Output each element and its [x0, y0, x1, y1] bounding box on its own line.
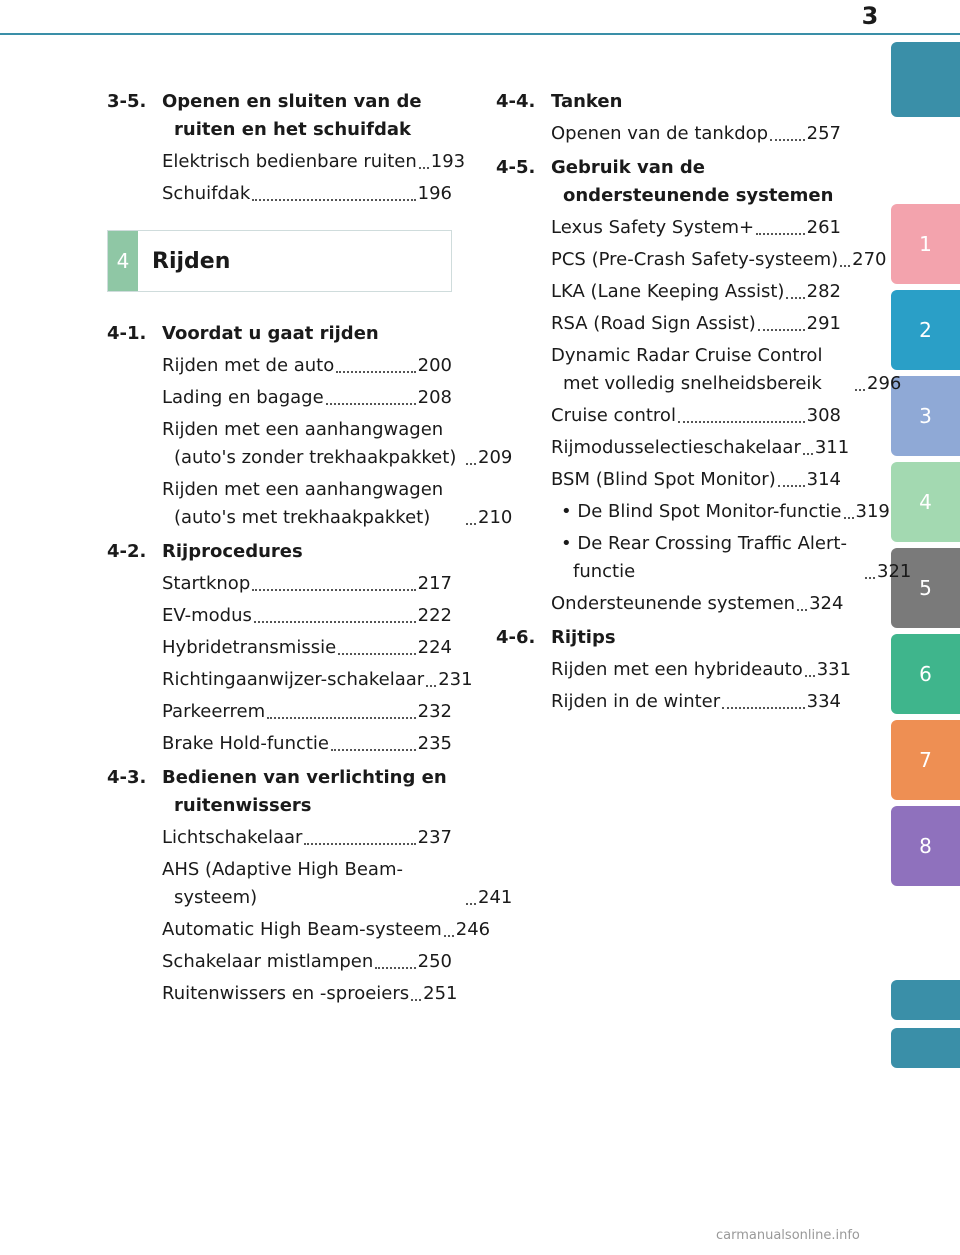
section-title: Bedienen van verlichting en ruitenwissers: [162, 767, 447, 816]
entry-page: 196: [417, 183, 452, 204]
section-title: Rijtips: [551, 627, 616, 648]
section-number: 4-3.: [107, 767, 147, 788]
toc-subentry[interactable]: [561, 498, 890, 526]
entry-page: 324: [809, 593, 844, 614]
page-number: 3: [861, 2, 879, 30]
entry-page: 296: [867, 373, 902, 394]
toc-entry[interactable]: [551, 656, 852, 684]
entry-page: 200: [417, 355, 452, 376]
entry-page: 282: [806, 281, 841, 302]
entry-page: 261: [806, 217, 841, 238]
toc-entry[interactable]: [162, 476, 513, 532]
toc-entry[interactable]: [551, 120, 841, 148]
entry-page: 217: [417, 573, 452, 594]
entry-page: 222: [417, 605, 452, 626]
toc-entry[interactable]: [162, 602, 452, 630]
section-title: Tanken: [551, 91, 623, 112]
section-number: 4-4.: [496, 91, 536, 112]
section-tab-1[interactable]: 1: [891, 204, 960, 284]
entry-title: Rijden met de auto: [162, 355, 335, 376]
entry-title: Openen van de tankdop: [551, 123, 769, 144]
section-tab-index-a[interactable]: [891, 980, 960, 1020]
entry-title: Dynamic Radar Cruise Control met volledig snelheidsbereik: [551, 345, 823, 394]
chapter-title: Rijden: [152, 248, 231, 274]
entry-page: 246: [455, 919, 491, 940]
section-3-5: [107, 88, 466, 208]
toc-entry[interactable]: [551, 434, 850, 462]
entry-title: Rijden met een aanhangwagen (auto's met trekhaakpakket): [162, 479, 444, 528]
toc-entry[interactable]: [551, 246, 887, 274]
toc-entry[interactable]: [551, 310, 841, 338]
toc-entry[interactable]: [551, 278, 841, 306]
section-title: Openen en sluiten van de ruiten en het schuifdak: [162, 91, 422, 140]
section-4-2: [107, 538, 473, 758]
section-title: Rijprocedures: [162, 541, 303, 562]
entry-title: LKA (Lane Keeping Assist): [551, 281, 785, 302]
entry-title: Rijmodusselectieschakelaar: [551, 437, 801, 458]
toc-entry[interactable]: [162, 948, 452, 976]
entry-page: 314: [806, 469, 841, 490]
toc-entry[interactable]: [551, 402, 841, 430]
section-4-3: [107, 764, 513, 1008]
entry-title: Hybridetransmissie: [162, 637, 337, 658]
section-4-1: [107, 320, 513, 532]
toc-entry[interactable]: [162, 980, 458, 1008]
toc-entry[interactable]: [551, 466, 841, 494]
chapter-number: 4: [108, 231, 138, 291]
entry-page: 270: [852, 249, 887, 270]
toc-entry[interactable]: [551, 688, 841, 716]
right-column: [496, 88, 912, 722]
entry-title: RSA (Road Sign Assist): [551, 313, 756, 334]
toc-entry[interactable]: [162, 730, 452, 758]
toc-entry[interactable]: [162, 384, 452, 412]
section-tab-3[interactable]: 3: [891, 376, 960, 456]
entry-page: 237: [417, 827, 452, 848]
entry-page: 231: [438, 669, 473, 690]
section-title: Gebruik van de ondersteunende systemen: [551, 157, 834, 206]
entry-page: 321: [877, 561, 912, 582]
entry-title: Ruitenwissers en -sproeiers: [162, 983, 410, 1004]
toc-entry[interactable]: [162, 666, 473, 694]
entry-page: 224: [417, 637, 452, 658]
toc-entry[interactable]: [162, 180, 452, 208]
section-tab-8[interactable]: 8: [891, 806, 960, 886]
entry-title: • De Rear Crossing Traffic Alert-functie: [561, 533, 847, 582]
entry-page: 257: [806, 123, 841, 144]
entry-title: Lichtschakelaar: [162, 827, 303, 848]
entry-page: 193: [430, 151, 466, 172]
section-number: 4-2.: [107, 541, 147, 562]
entry-title: • De Blind Spot Monitor-functie: [561, 501, 842, 522]
entry-page: 251: [423, 983, 458, 1004]
section-tab-4[interactable]: 4: [891, 462, 960, 542]
toc-subentry[interactable]: [561, 530, 912, 586]
entry-page: 291: [806, 313, 841, 334]
entry-title: Cruise control: [551, 405, 676, 426]
section-title: Voordat u gaat rijden: [162, 323, 379, 344]
entry-page: 209: [478, 447, 513, 468]
entry-title: Parkeerrem: [162, 701, 266, 722]
toc-entry[interactable]: [551, 214, 841, 242]
entry-title: Brake Hold-functie: [162, 733, 330, 754]
toc-entry[interactable]: [162, 352, 452, 380]
entry-page: 319: [855, 501, 890, 522]
entry-title: Schakelaar mistlampen: [162, 951, 374, 972]
top-rule: [0, 33, 960, 35]
entry-page: 311: [814, 437, 850, 458]
section-tab-index-b[interactable]: [891, 1028, 960, 1068]
entry-title: Lading en bagage: [162, 387, 324, 408]
section-number: 3-5.: [107, 91, 147, 112]
toc-entry[interactable]: [162, 148, 466, 176]
section-number: 4-6.: [496, 627, 536, 648]
entry-page: 232: [417, 701, 452, 722]
entry-title: Automatic High Beam-systeem: [162, 919, 442, 940]
entry-title: PCS (Pre-Crash Safety-systeem): [551, 249, 839, 270]
section-number: 4-5.: [496, 157, 536, 178]
toc-entry[interactable]: [162, 634, 452, 662]
entry-title: Rijden met een aanhangwagen (auto's zonder trekhaakpakket): [162, 419, 457, 468]
entry-page: 250: [417, 951, 452, 972]
entry-title: BSM (Blind Spot Monitor): [551, 469, 776, 490]
section-tab-2[interactable]: 2: [891, 290, 960, 370]
section-4-5: [496, 154, 912, 618]
toc-entry[interactable]: [162, 824, 452, 852]
entry-title: Elektrisch bedienbare ruiten: [162, 151, 417, 172]
entry-title: Rijden in de winter: [551, 691, 721, 712]
entry-page: 241: [478, 887, 513, 908]
entry-title: Lexus Safety System+: [551, 217, 755, 238]
section-4-4: [496, 88, 841, 148]
section-tab-5[interactable]: 5: [891, 548, 960, 628]
watermark-text: carmanualsonline.info: [716, 1228, 860, 1243]
entry-page: 331: [816, 659, 852, 680]
entry-page: 210: [478, 507, 513, 528]
entry-title: Richtingaanwijzer-schakelaar: [162, 669, 425, 690]
toc-entry[interactable]: [162, 916, 491, 944]
entry-page: 235: [417, 733, 452, 754]
chapter-heading: [107, 230, 452, 292]
toc-entry[interactable]: [551, 590, 844, 618]
toc-entry[interactable]: [162, 698, 452, 726]
section-tab-7[interactable]: 7: [891, 720, 960, 800]
left-column: [107, 88, 513, 1014]
entry-page: 308: [806, 405, 841, 426]
section-4-6: [496, 624, 852, 716]
toc-entry[interactable]: [162, 416, 513, 472]
entry-title: Ondersteunende systemen: [551, 593, 796, 614]
entry-title: Schuifdak: [162, 183, 251, 204]
toc-entry[interactable]: [551, 342, 902, 398]
section-tab-top[interactable]: [891, 42, 960, 117]
section-number: 4-1.: [107, 323, 147, 344]
entry-page: 208: [417, 387, 452, 408]
entry-title: Startknop: [162, 573, 251, 594]
entry-title: AHS (Adaptive High Beam-systeem): [162, 859, 403, 908]
section-tab-6[interactable]: 6: [891, 634, 960, 714]
entry-page: 334: [806, 691, 841, 712]
entry-title: EV-modus: [162, 605, 252, 626]
toc-entry[interactable]: [162, 570, 452, 598]
entry-title: Rijden met een hybrideauto: [551, 659, 803, 680]
toc-entry[interactable]: [162, 856, 513, 912]
